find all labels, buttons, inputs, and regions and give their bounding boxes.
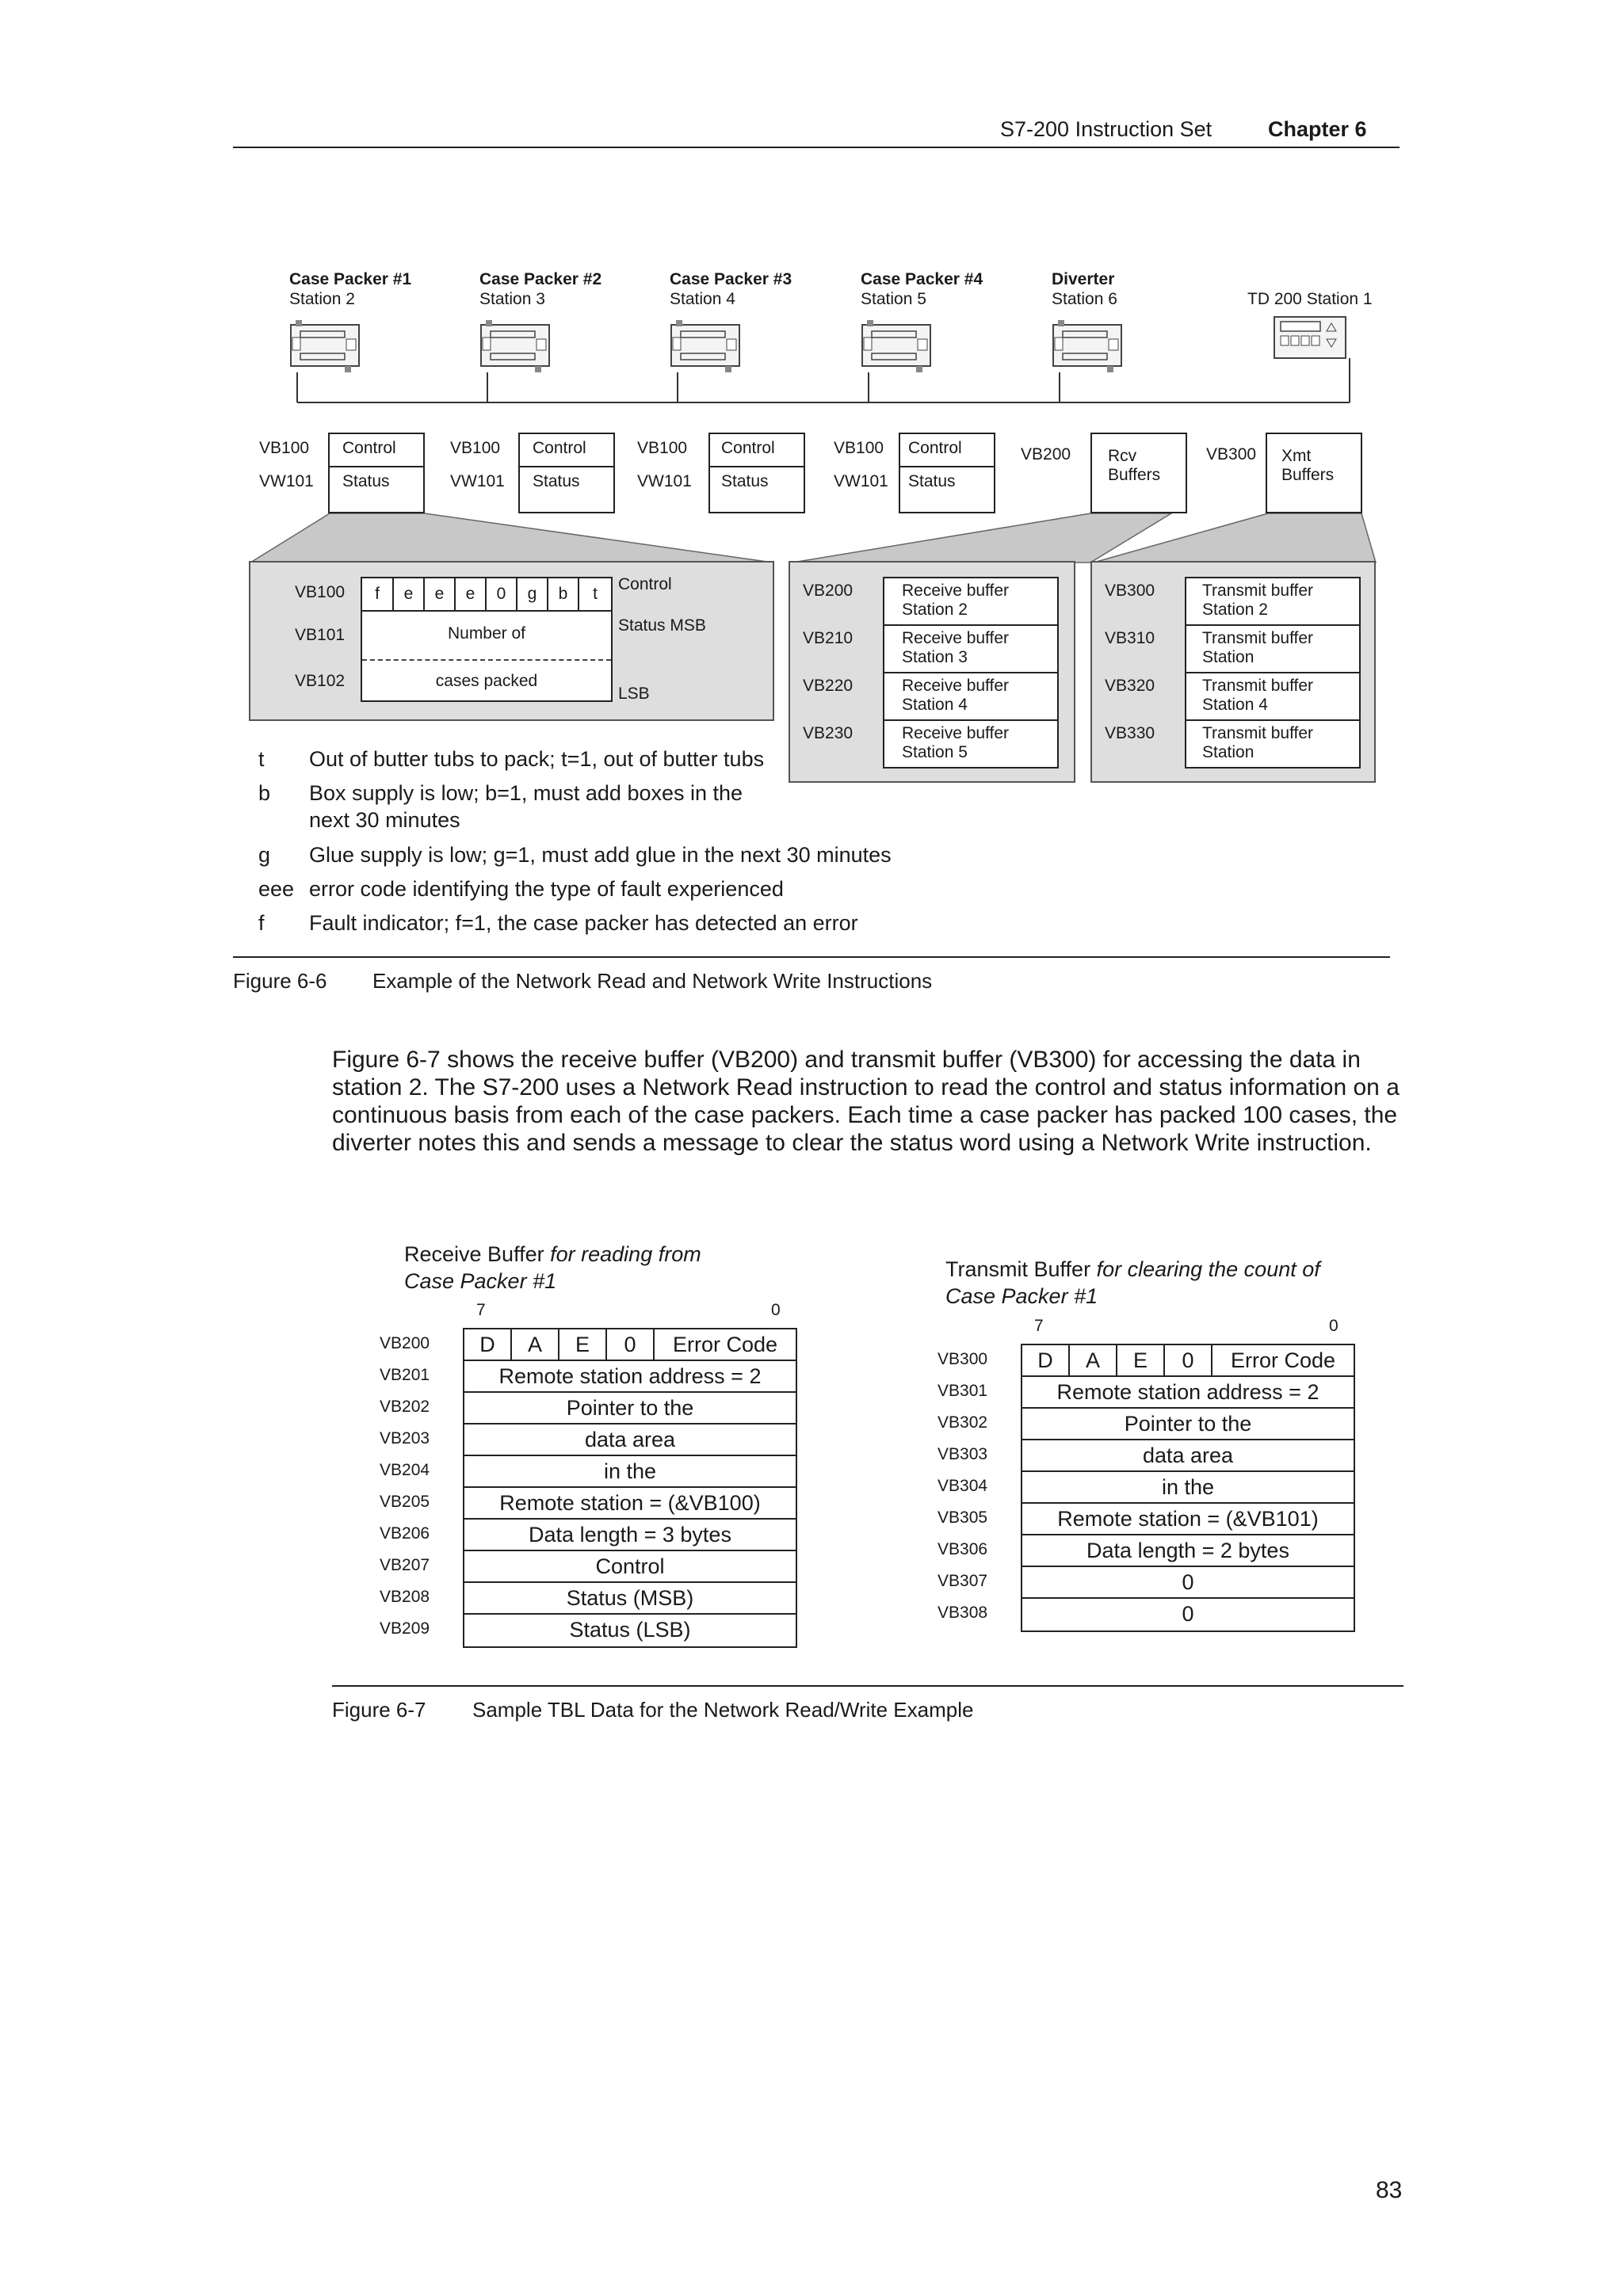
- rb-l1: Receive buffer: [902, 629, 1010, 647]
- packer-buffer-box: [899, 433, 995, 513]
- table-row: Status (MSB): [464, 1583, 796, 1615]
- rcv-buffers-box: [1090, 433, 1187, 513]
- legend-key: f: [258, 911, 265, 935]
- tt-title-italic: for clearing the count of: [1096, 1257, 1320, 1281]
- rb-l2: Station 4: [902, 696, 968, 714]
- legend-item: [258, 780, 805, 835]
- status-word-box: [361, 577, 613, 702]
- bit-7-label: 7: [476, 1301, 486, 1319]
- bit-e: e: [394, 578, 425, 610]
- table-row: Remote station address = 2: [464, 1361, 796, 1393]
- tt-addr: VB306: [938, 1540, 988, 1558]
- table-row: Data length = 3 bytes: [464, 1520, 796, 1551]
- tb-addr: VB310: [1105, 629, 1155, 647]
- table-row: [1022, 1345, 1354, 1377]
- bit-g: g: [517, 578, 548, 610]
- table-row: 0: [1022, 1567, 1354, 1599]
- rt-addr: VB200: [380, 1334, 430, 1352]
- tb-addr: VB300: [1105, 582, 1155, 600]
- receive-buffer-table: [463, 1328, 797, 1648]
- legend-key: t: [258, 747, 265, 771]
- legend-item: [258, 910, 972, 936]
- lsb-label: LSB: [618, 685, 650, 703]
- cases-packed-label: cases packed: [435, 672, 538, 690]
- station-name: Diverter: [1052, 270, 1115, 288]
- packer-addr-vb100: VB100: [450, 439, 501, 457]
- transmit-buffer-table: [1021, 1344, 1355, 1632]
- packer-addr-vw101: VW101: [834, 472, 888, 490]
- xmt-label-2: Buffers: [1281, 466, 1335, 484]
- tb-l2: Station 2: [1202, 601, 1268, 619]
- rb-l2: Station 2: [902, 601, 968, 619]
- legend-key: b: [258, 781, 271, 805]
- transmit-buffer-list: [1185, 577, 1361, 769]
- table-row: in the: [464, 1456, 796, 1488]
- running-header-title: S7-200 Instruction Set: [1000, 117, 1212, 141]
- bit-e: e: [456, 578, 487, 610]
- rb-addr: VB210: [803, 629, 854, 647]
- figure-6-6-title: Example of the Network Read and Network Write Instructions: [372, 969, 933, 993]
- bit-0-label: 0: [771, 1301, 781, 1319]
- figure-6-7-title: Sample TBL Data for the Network Read/Write Example: [472, 1698, 974, 1722]
- bit-t: t: [593, 585, 598, 603]
- tb-l1: Transmit buffer: [1202, 629, 1314, 647]
- status-label: Status: [342, 472, 390, 490]
- tt-addr: VB308: [938, 1604, 988, 1622]
- page-number: 83: [1376, 2177, 1403, 2203]
- transmit-buffer-item: [1186, 673, 1359, 721]
- rb-l1: Receive buffer: [902, 582, 1010, 600]
- legend-text: Fault indicator; f=1, the case packer has detected an error: [309, 911, 858, 935]
- flag-a: A: [1070, 1345, 1117, 1375]
- body-paragraph: Figure 6-7 shows the receive buffer (VB200) and transmit buffer (VB300) for accessing the data in station 2. The S7-200 uses a Network Read instruction to read the control and status information on a continuous basis from each of the case packers. Each time a case packer has packed 100 cases, the diverter notes this and sends a message to clear the status word using a Network Write instruction.: [332, 1047, 1400, 1156]
- flag-0: 0: [1165, 1345, 1212, 1375]
- tb-addr: VB320: [1105, 677, 1155, 695]
- xmt-addr: VB300: [1206, 445, 1257, 463]
- rt-title-plain: Receive Buffer: [404, 1242, 544, 1266]
- table-row: Remote station address = 2: [1022, 1377, 1354, 1409]
- control-byte-bits: [362, 578, 611, 612]
- legend-text: error code identifying the type of fault experienced: [309, 877, 784, 901]
- rb-addr: VB220: [803, 677, 854, 695]
- legend-text: Glue supply is low; g=1, must add glue in the next 30 minutes: [309, 843, 892, 867]
- station-name: Case Packer #2: [479, 270, 602, 288]
- flag-d: D: [464, 1329, 512, 1360]
- figure-6-7-number: Figure 6-7: [332, 1698, 426, 1722]
- packer-addr-vw101: VW101: [637, 472, 692, 490]
- rcv-addr: VB200: [1021, 445, 1071, 463]
- xmt-label: Xmt: [1281, 447, 1312, 465]
- tt-addr: VB303: [938, 1445, 988, 1463]
- table-row: Pointer to the: [464, 1393, 796, 1425]
- receive-buffer-item: [884, 673, 1057, 721]
- error-code-cell: Error Code: [1230, 1348, 1336, 1372]
- rt-title-italic: for reading from: [550, 1242, 701, 1266]
- legend-key: eee: [258, 877, 295, 901]
- station-number: Station 4: [670, 290, 735, 308]
- figure-6-6-number: Figure 6-6: [233, 969, 327, 993]
- flag-e: E: [1117, 1345, 1165, 1375]
- rt-addr: VB203: [380, 1429, 430, 1447]
- rt-addr: VB202: [380, 1398, 430, 1416]
- tt-addr: VB300: [938, 1350, 988, 1368]
- xmt-buffers-box: [1266, 433, 1362, 513]
- msb-lsb-divider: [362, 659, 611, 661]
- detail-addr: VB101: [295, 626, 346, 644]
- rt-addr: VB208: [380, 1588, 430, 1606]
- flag-0: 0: [607, 1329, 655, 1360]
- legend-key: g: [258, 843, 271, 867]
- rcv-label-2: Buffers: [1108, 466, 1161, 484]
- rt-addr: VB204: [380, 1461, 430, 1479]
- transmit-buffer-item: [1186, 626, 1359, 673]
- table-row: in the: [1022, 1472, 1354, 1504]
- station-name: Case Packer #1: [289, 270, 412, 288]
- control-label: Control: [330, 434, 423, 467]
- tt-addr: VB307: [938, 1572, 988, 1590]
- receive-buffer-item: [884, 721, 1057, 767]
- rt-addr: VB207: [380, 1556, 430, 1574]
- control-side-label: Control: [618, 575, 672, 593]
- packer-buffer-box: [328, 433, 425, 513]
- rb-l1: Receive buffer: [902, 724, 1010, 742]
- td200-label: TD 200 Station 1: [1247, 290, 1373, 308]
- packer-buffer-box: [708, 433, 805, 513]
- bit-b: b: [548, 578, 579, 610]
- receive-buffer-list: [883, 577, 1059, 769]
- table-row: Control: [464, 1551, 796, 1583]
- tb-l2: Station: [1202, 648, 1254, 666]
- station-number: Station 5: [861, 290, 926, 308]
- plc-icon: [288, 317, 364, 376]
- table-row: 0: [1182, 1602, 1194, 1626]
- transmit-buffer-item: [1186, 578, 1359, 626]
- bit-f: f: [362, 578, 394, 610]
- legend-item: [258, 841, 972, 868]
- tb-addr: VB330: [1105, 724, 1155, 742]
- tt-addr: VB304: [938, 1477, 988, 1495]
- rb-addr: VB200: [803, 582, 854, 600]
- figure-rule: [332, 1685, 1403, 1687]
- detail-addr: VB102: [295, 672, 346, 690]
- bit-e: e: [425, 578, 456, 610]
- tt-addr: VB301: [938, 1382, 988, 1400]
- tt-title-plain: Transmit Buffer: [945, 1257, 1091, 1281]
- legend-text: Out of butter tubs to pack; t=1, out of butter tubs: [309, 747, 765, 771]
- network-bus: [0, 0, 1623, 570]
- plc-icon: [859, 317, 935, 376]
- receive-buffer-item: [884, 578, 1057, 626]
- flag-a: A: [512, 1329, 559, 1360]
- status-msb-label: Status MSB: [618, 616, 706, 635]
- transmit-buffer-item: [1186, 721, 1359, 767]
- tt-addr: VB305: [938, 1508, 988, 1527]
- station-name: Case Packer #4: [861, 270, 983, 288]
- table-row: Data length = 2 bytes: [1022, 1535, 1354, 1567]
- legend-text: Box supply is low; b=1, must add boxes in the next 30 minutes: [309, 781, 743, 832]
- rt-addr: VB201: [380, 1366, 430, 1384]
- packer-addr-vb100: VB100: [637, 439, 688, 457]
- tt-title-line2: Case Packer #1: [945, 1284, 1098, 1308]
- rcv-label: Rcv: [1108, 447, 1137, 465]
- table-row: [464, 1329, 796, 1361]
- rb-l2: Station 5: [902, 743, 968, 761]
- rt-title-line2: Case Packer #1: [404, 1269, 557, 1293]
- table-row: data area: [1022, 1440, 1354, 1472]
- table-row: Remote station = (&VB100): [464, 1488, 796, 1520]
- tb-l1: Transmit buffer: [1202, 677, 1314, 695]
- receive-buffer-item: [884, 626, 1057, 673]
- tb-l1: Transmit buffer: [1202, 582, 1314, 600]
- station-name: Case Packer #3: [670, 270, 792, 288]
- table-row: Remote station = (&VB101): [1022, 1504, 1354, 1535]
- detail-addr: VB100: [295, 583, 346, 601]
- station-number: Station 6: [1052, 290, 1117, 308]
- receive-buffers-panel: [789, 561, 1075, 783]
- td200-icon: [1273, 315, 1347, 360]
- rb-addr: VB230: [803, 724, 854, 742]
- error-code-cell: Error Code: [672, 1333, 778, 1356]
- receive-table-title: [404, 1241, 701, 1295]
- packer-addr-vw101: VW101: [259, 472, 314, 490]
- packer-addr-vb100: VB100: [834, 439, 884, 457]
- status-label: Status: [908, 472, 956, 490]
- control-label: Control: [710, 434, 804, 467]
- running-header-chapter: Chapter 6: [1268, 117, 1367, 141]
- flag-e: E: [559, 1329, 607, 1360]
- rb-l1: Receive buffer: [902, 677, 1010, 695]
- figure-6-6: [0, 0, 1623, 982]
- plc-icon: [1050, 317, 1126, 376]
- bit-0-label: 0: [1329, 1317, 1338, 1335]
- transmit-buffers-panel: [1090, 561, 1376, 783]
- table-row: Status (LSB): [569, 1618, 691, 1642]
- legend-item: [258, 746, 805, 772]
- status-label: Status: [721, 472, 769, 490]
- figure-rule: [233, 956, 1390, 958]
- transmit-table-title: [945, 1256, 1320, 1310]
- bit-7-label: 7: [1034, 1317, 1044, 1335]
- station-number: Station 3: [479, 290, 545, 308]
- station-number: Station 2: [289, 290, 355, 308]
- control-label: Control: [520, 434, 613, 467]
- table-row: Pointer to the: [1022, 1409, 1354, 1440]
- bit-0: 0: [487, 578, 517, 610]
- legend-item: [258, 875, 972, 902]
- rt-addr: VB209: [380, 1619, 430, 1638]
- table-row: data area: [464, 1425, 796, 1456]
- packer-buffer-box: [518, 433, 615, 513]
- status-label: Status: [533, 472, 580, 490]
- plc-icon: [668, 317, 744, 376]
- rt-addr: VB205: [380, 1493, 430, 1511]
- packer-addr-vw101: VW101: [450, 472, 505, 490]
- tb-l2: Station: [1202, 743, 1254, 761]
- rt-addr: VB206: [380, 1524, 430, 1543]
- tt-addr: VB302: [938, 1413, 988, 1432]
- number-of-label: Number of: [447, 624, 526, 643]
- status-word-detail-panel: [249, 561, 774, 721]
- tb-l1: Transmit buffer: [1202, 724, 1314, 742]
- control-label: Control: [900, 434, 994, 467]
- plc-icon: [478, 317, 554, 376]
- rb-l2: Station 3: [902, 648, 968, 666]
- packer-addr-vb100: VB100: [259, 439, 310, 457]
- tb-l2: Station 4: [1202, 696, 1268, 714]
- flag-d: D: [1022, 1345, 1070, 1375]
